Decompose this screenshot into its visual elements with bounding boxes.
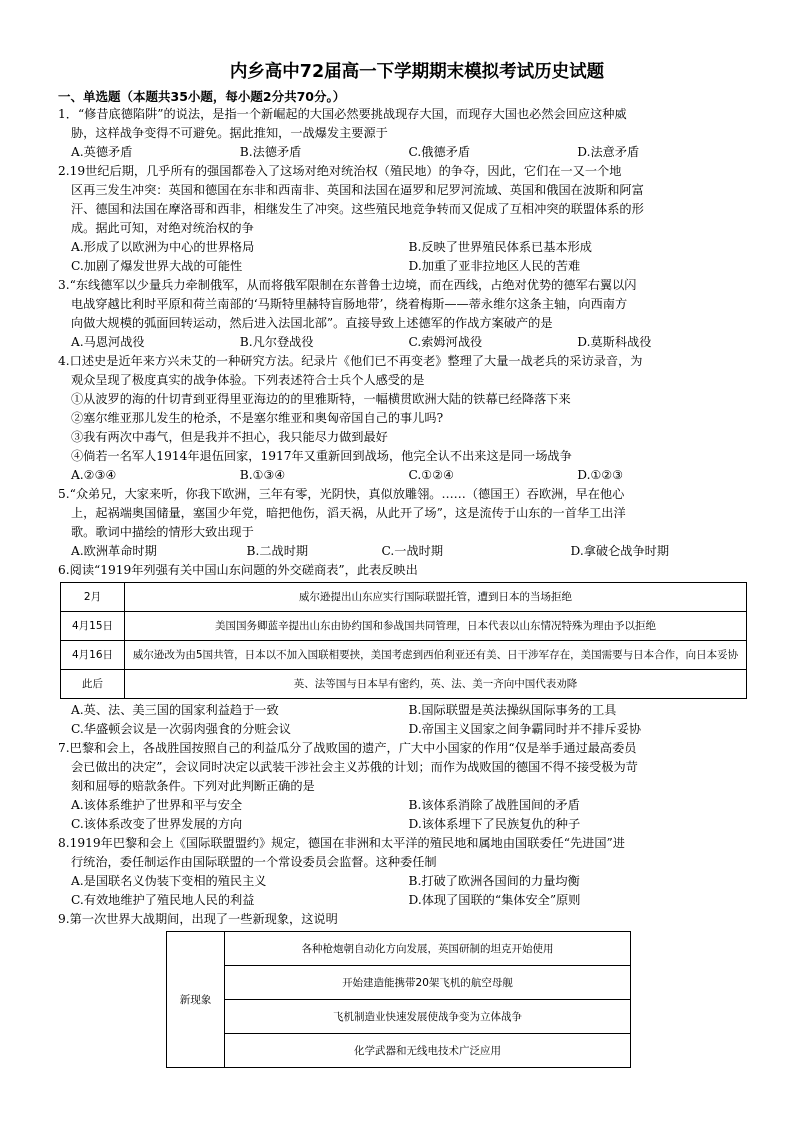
question-1	[58, 105, 746, 162]
option-b[interactable]: B.国际联盟是英法操纵国际事务的工具	[408, 703, 617, 717]
table-cell-date: 4月15日	[61, 612, 125, 641]
table-cell-text: 开始建造能携带20架飞机的航空母舰	[225, 966, 631, 1000]
question-5	[58, 485, 746, 561]
question-9	[58, 910, 746, 1068]
question-stem: 1．“修昔底德陷阱”的说法，是指一个新崛起的大国必然要挑战现存大国，而现存大国也必然会回应这种威	[58, 107, 627, 121]
question-stem-cont: 向做大规模的弧面回转运动，然后进入法国北部”。直接导致上述德军的作战方案破产的是	[71, 316, 553, 330]
question-2	[58, 162, 746, 276]
option-a[interactable]: A.是国联名义伪装下变相的殖民主义	[71, 874, 267, 888]
option-a[interactable]: A.②③④	[71, 468, 117, 482]
options	[58, 796, 746, 834]
option-a[interactable]: A.形成了以欧洲为中心的世界格局	[71, 240, 255, 254]
statement-3: ③我有两次中毒气，但是我并不担心，我只能尽力做到最好	[71, 430, 388, 444]
question-stem-cont: 刻和屈辱的赔款条件。下列对此判断正确的是	[71, 779, 315, 793]
table-row	[61, 583, 747, 612]
table-cell-text: 飞机制造业快速发展使战争变为立体战争	[225, 1000, 631, 1034]
option-c[interactable]: C.加剧了爆发世界大战的可能性	[71, 259, 243, 273]
question-stem-cont: 电战穿越比利时平原和荷兰南部的‘马斯特里赫特盲肠地带’，绕着梅斯——蒂永维尔这条主轴，向西南方	[71, 297, 628, 311]
question-stem-cont: 行统治，委任制运作由国际联盟的一个常设委员会监督。这种委任制	[71, 855, 437, 869]
section-heading: 一、单选题（本题共35小题，每小题2分共70分。）	[58, 89, 346, 104]
option-d[interactable]: D.莫斯科战役	[577, 335, 652, 349]
table-row	[167, 966, 631, 1000]
question-3	[58, 276, 746, 352]
statement-2: ②塞尔维亚那儿发生的枪杀，不是塞尔维亚和奥匈帝国自己的事儿吗?	[71, 411, 444, 425]
page-title: 内乡高中72届高一下学期期末模拟考试历史试题	[229, 62, 605, 82]
option-d[interactable]: D.帝国主义国家之间争霸同时并不排斥妥协	[408, 722, 642, 736]
option-c[interactable]: C.该体系改变了世界发展的方向	[71, 817, 243, 831]
option-b[interactable]: B.二战时期	[246, 544, 309, 558]
options	[58, 542, 746, 561]
question-stem-cont: 会已做出的决定”，会议同时决定以武装干涉社会主义苏俄的计划；而作为战败国的德国不得不接受极为苛	[71, 760, 638, 774]
table-row	[61, 641, 747, 670]
option-a[interactable]: A.英、法、美三国的国家利益趋于一致	[71, 703, 279, 717]
question-stem: 9.第一次世界大战期间，出现了一些新现象，这说明	[58, 912, 338, 926]
table-header-cell: 新现象	[167, 932, 225, 1068]
option-b[interactable]: B.①③④	[239, 468, 286, 482]
table-row	[167, 1000, 631, 1034]
option-c[interactable]: C.有效地维护了殖民地人民的利益	[71, 893, 255, 907]
options	[58, 143, 746, 162]
question-stem-cont: 观众呈现了极度真实的战争体验。下列表述符合士兵个人感受的是	[71, 373, 425, 387]
table-cell-date: 2月	[61, 583, 125, 612]
question-stem-cont: 成。据此可知，对绝对统治权的争	[71, 221, 254, 235]
question-stem: 7.巴黎和会上，各战胜国按照自己的利益瓜分了战败国的遗产，广大中小国家的作用“仅是举手通过最高委员	[58, 741, 637, 755]
table-row	[167, 932, 631, 966]
question-stem: 3.“东线德军以少量兵力牵制俄军，从而将俄军限制在东普鲁士边境，而在西线，占绝对优势的德军右翼以闪	[58, 278, 637, 292]
statement-4: ④倘若一名军人1914年退伍回家，1917年又重新回到战场，他完全认不出来这是同一场战争	[71, 449, 572, 463]
option-c[interactable]: C.索姆河战役	[408, 335, 483, 349]
table-cell-text: 威尔逊提出山东应实行国际联盟托管，遭到日本的当场拒绝	[125, 583, 747, 612]
statement-1: ①从波罗的海的什切青到亚得里亚海边的的里雅斯特，一幅横贯欧洲大陆的铁幕已经降落下来	[71, 392, 571, 406]
negotiation-table	[60, 582, 747, 699]
table-cell-text: 英、法等国与日本早有密约，英、法、美一齐向中国代表劝降	[125, 670, 747, 699]
question-stem: 2.19世纪后期，几乎所有的强国都卷入了这场对绝对统治权（殖民地）的争夺，因此，它们在一又一个地	[58, 164, 622, 178]
options	[58, 238, 746, 276]
options	[58, 333, 746, 352]
table-row	[61, 670, 747, 699]
question-stem-cont: 上，起祸端奥国储量，塞国少年党，暗把他伤，滔天祸，从此开了场”，这是流传于山东的一首华工出洋	[71, 506, 626, 520]
question-6	[58, 561, 746, 739]
question-stem-cont: 区再三发生冲突：英国和德国在东非和西南非、英国和法国在逼罗和尼罗河流域、英国和俄国在波斯和阿富	[71, 183, 644, 197]
table-row	[61, 612, 747, 641]
option-c[interactable]: C.俄德矛盾	[408, 145, 471, 159]
table-cell-date: 此后	[61, 670, 125, 699]
option-c[interactable]: C.一战时期	[381, 544, 444, 558]
option-b[interactable]: B.反映了世界殖民体系已基本形成	[408, 240, 592, 254]
question-stem: 5.“众弟兄，大家来听，你我下欧洲，三年有零，光阴快，真似放雕翎。……（德国王）吞欧洲，早在他心	[58, 487, 625, 501]
options	[58, 872, 746, 910]
table-cell-text: 美国国务卿蓝辛提出山东由协约国和参战国共同管理，日本代表以山东情况特殊为理由予以拒绝	[125, 612, 747, 641]
table-cell-text: 各种枪炮朝自动化方向发展，英国研制的坦克开始使用	[225, 932, 631, 966]
option-c[interactable]: C.华盛顿会议是一次弱肉强食的分赃会议	[71, 722, 291, 736]
question-stem-cont: 胁，这样战争变得不可避免。据此推知，一战爆发主要源于	[71, 126, 388, 140]
option-a[interactable]: A.该体系维护了世界和平与安全	[71, 798, 243, 812]
question-stem-cont: 歌。歌词中描绘的情形大致出现于	[71, 525, 254, 539]
option-d[interactable]: D.该体系埋下了民族复仇的种子	[408, 817, 581, 831]
question-stem: 8.1919年巴黎和会上《国际联盟盟约》规定，德国在非洲和太平洋的殖民地和属地由国联委任“先进国”进	[58, 836, 625, 850]
option-b[interactable]: B.凡尔登战役	[239, 335, 314, 349]
table-cell-text: 威尔逊改为由5国共管，日本以不加入国联相要挟，美国考虑到西伯利亚还有美、日干涉军存在，美国需要与日本合作，向日本妥协	[125, 641, 747, 670]
option-a[interactable]: A.马恩河战役	[71, 335, 145, 349]
option-b[interactable]: B.该体系消除了战胜国间的矛盾	[408, 798, 580, 812]
new-phenomena-table	[166, 931, 631, 1068]
option-d[interactable]: D.加重了亚非拉地区人民的苦难	[408, 259, 581, 273]
option-a[interactable]: A.欧洲革命时期	[71, 544, 157, 558]
option-a[interactable]: A.英德矛盾	[71, 145, 133, 159]
option-b[interactable]: B.打破了欧洲各国间的力量均衡	[408, 874, 580, 888]
option-d[interactable]: D.拿破仑战争时期	[570, 544, 670, 558]
question-stem-cont: 汗、德国和法国在摩洛哥和西非，相继发生了冲突。这些殖民地竞争转而又促成了互相冲突的联盟体系的形	[71, 202, 644, 216]
question-stem: 6.阅读“1919年列强有关中国山东问题的外交磋商表”，此表反映出	[58, 563, 418, 577]
option-d[interactable]: D.①②③	[577, 468, 624, 482]
question-7	[58, 739, 746, 834]
option-c[interactable]: C.①②④	[408, 468, 455, 482]
table-cell-text: 化学武器和无线电技术广泛应用	[225, 1034, 631, 1068]
option-d[interactable]: D.法意矛盾	[577, 145, 640, 159]
question-8	[58, 834, 746, 910]
options	[58, 466, 746, 485]
table-cell-date: 4月16日	[61, 641, 125, 670]
option-d[interactable]: D.体现了国联的“集体安全”原则	[408, 893, 581, 907]
question-4	[58, 352, 746, 485]
options	[58, 701, 746, 739]
question-stem: 4.口述史是近年来方兴未艾的一种研究方法。纪录片《他们已不再变老》整理了大量一战老兵的采访录音，为	[58, 354, 643, 368]
table-row	[167, 1034, 631, 1068]
option-b[interactable]: B.法德矛盾	[239, 145, 302, 159]
